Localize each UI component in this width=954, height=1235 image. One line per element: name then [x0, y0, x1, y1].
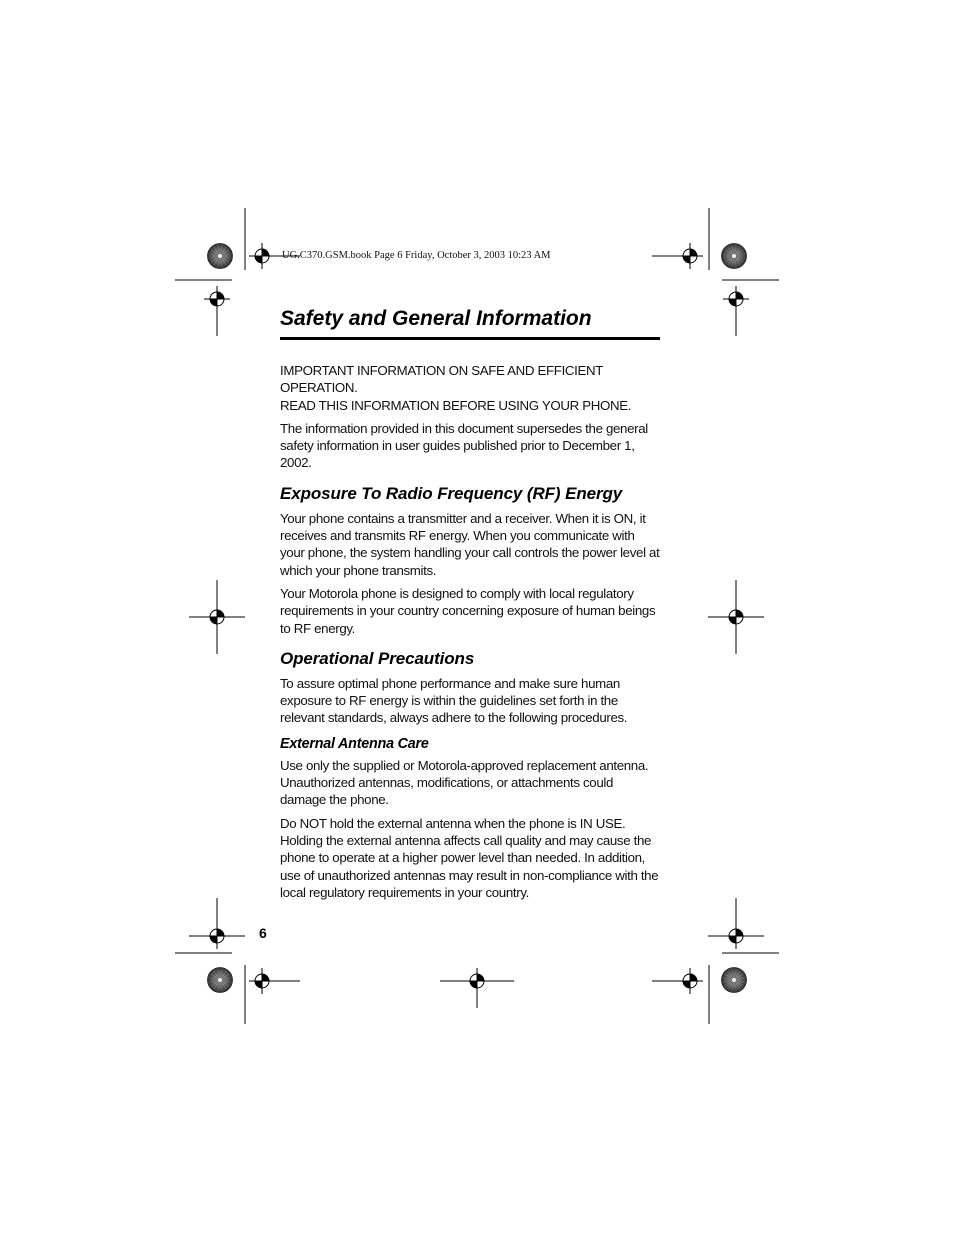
- page-number: 6: [259, 925, 267, 941]
- important-notice: [280, 362, 662, 414]
- paragraph: Do NOT hold the external antenna when the phone is IN USE. Holding the external antenna affects call quality and may cause the phone to operate at a higher power level than needed. In addition, use of unauthorized antennas may result in non-compliance with the local regulatory requirements in your country.: [280, 815, 659, 900]
- important-notice-line-1: IMPORTANT INFORMATION ON SAFE AND EFFICIENT OPERATION.: [280, 363, 603, 396]
- body-content: [280, 362, 662, 907]
- registration-mark-right-top: [723, 286, 749, 336]
- paragraph: Your phone contains a transmitter and a receiver. When it is ON, it receives and transmits RF energy. When you communicate with your phone, the system handling your call controls the power level at which your phone transmits.: [280, 510, 660, 578]
- important-notice-line-2: READ THIS INFORMATION BEFORE USING YOUR PHONE.: [280, 397, 632, 413]
- registration-mark-top-right: [652, 243, 703, 269]
- paragraph: Your Motorola phone is designed to comply with local regulatory requirements in your country concerning exposure of human beings to RF energy.: [280, 585, 656, 636]
- intro-paragraph: The information provided in this document supersedes the general safety information in user guides published prior to December 1, 2002.: [280, 420, 648, 471]
- print-slug: UG.C370.GSM.book Page 6 Friday, October 3, 2003 10:23 AM: [282, 250, 551, 261]
- section-heading-operational-precautions: Operational Precautions: [280, 648, 475, 668]
- paragraph: To assure optimal phone performance and make sure human exposure to RF energy is within the guidelines set forth in the relevant standards, always adhere to the following procedures.: [280, 675, 628, 726]
- page-title: Safety and General Information: [280, 307, 592, 330]
- section-heading-rf-exposure: Exposure To Radio Frequency (RF) Energy: [280, 483, 623, 503]
- paragraph: Use only the supplied or Motorola-approved replacement antenna. Unauthorized antennas, modifications, or attachments could damage the phone.: [280, 757, 649, 808]
- title-underline: [280, 337, 660, 340]
- registration-mark-left-top: [204, 286, 230, 336]
- subsection-heading-external-antenna-care: External Antenna Care: [280, 735, 429, 752]
